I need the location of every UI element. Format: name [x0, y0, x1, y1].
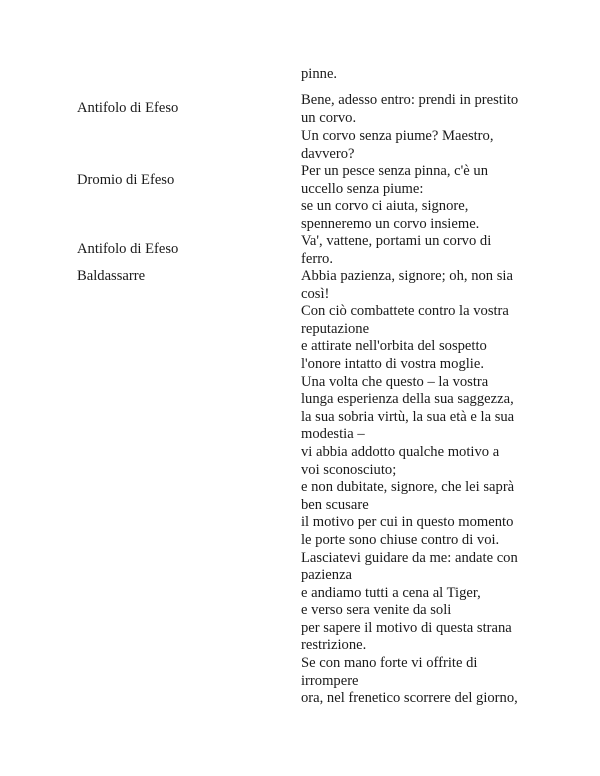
dialogue-line: Un corvo senza piume? Maestro, — [301, 128, 494, 144]
dialogue-text — [301, 66, 541, 84]
dialogue-line: pazienza — [301, 567, 353, 584]
dialogue-line: Per un pesce senza pinna, c'è un — [301, 163, 489, 179]
dialogue-line: Bene, adesso entro: prendi in prestito — [301, 92, 519, 108]
dialogue-line: uccello senza piume: — [301, 180, 424, 197]
dialogue-line: e andiamo tutti a cena al Tiger, — [301, 584, 481, 601]
speaker-name: Dromio di Efeso — [77, 172, 175, 188]
dialogue-line: irrompere — [301, 672, 359, 689]
dialogue-line: e attirate nell'orbita del sospetto — [301, 338, 487, 355]
dialogue-text — [301, 128, 541, 163]
dialogue-text — [301, 92, 541, 127]
dialogue-line: l'onore intatto di vostra moglie. — [301, 355, 484, 372]
dialogue-line: le porte sono chiuse contro di voi. — [301, 531, 500, 548]
dialogue-line: se un corvo ci aiuta, signore, — [301, 198, 469, 215]
dialogue-line: davvero? — [301, 145, 355, 162]
dialogue-line: vi abbia addotto qualche motivo a — [301, 443, 500, 460]
dialogue-line: ben scusare — [301, 496, 369, 513]
dialogue-line: Se con mano forte vi offrite di — [301, 655, 478, 672]
dialogue-line: voi sconosciuto; — [301, 461, 397, 478]
dialogue-line: per sapere il motivo di questa strana — [301, 619, 512, 636]
dialogue-text — [301, 268, 541, 708]
dialogue-line: ora, nel frenetico scorrere del giorno, — [301, 690, 518, 707]
dialogue-line: lunga esperienza della sua saggezza, — [301, 391, 514, 408]
dialogue-text — [301, 163, 541, 233]
dialogue-line: la sua sobria virtù, la sua età e la sua — [301, 408, 515, 425]
dialogue-line: modestia – — [301, 426, 365, 443]
dialogue-line: Una volta che questo – la vostra — [301, 373, 489, 390]
dialogue-line: Abbia pazienza, signore; oh, non sia — [301, 268, 513, 284]
dialogue-line: un corvo. — [301, 109, 357, 126]
dialogue-line: il motivo per cui in questo momento — [301, 514, 514, 531]
dialogue-line: pinne. — [301, 66, 338, 82]
dialogue-line: Lasciatevi guidare da me: andate con — [301, 549, 518, 566]
dialogue-line: restrizione. — [301, 637, 367, 654]
dialogue-line: e verso sera venite da soli — [301, 602, 452, 619]
dialogue-text — [301, 233, 541, 268]
dialogue-line: Va', vattene, portami un corvo di — [301, 233, 492, 249]
speaker-name: Baldassarre — [77, 268, 146, 284]
dialogue-line: e non dubitate, signore, che lei saprà — [301, 479, 515, 496]
speaker-name: Antifolo di Efeso — [77, 100, 179, 116]
dialogue-line: reputazione — [301, 320, 370, 337]
dialogue-line: Con ciò combattete contro la vostra — [301, 303, 509, 320]
dialogue-line: ferro. — [301, 250, 334, 267]
dialogue-line: così! — [301, 285, 330, 302]
speaker-name: Antifolo di Efeso — [77, 241, 179, 257]
dialogue-line: spenneremo un corvo insieme. — [301, 215, 480, 232]
